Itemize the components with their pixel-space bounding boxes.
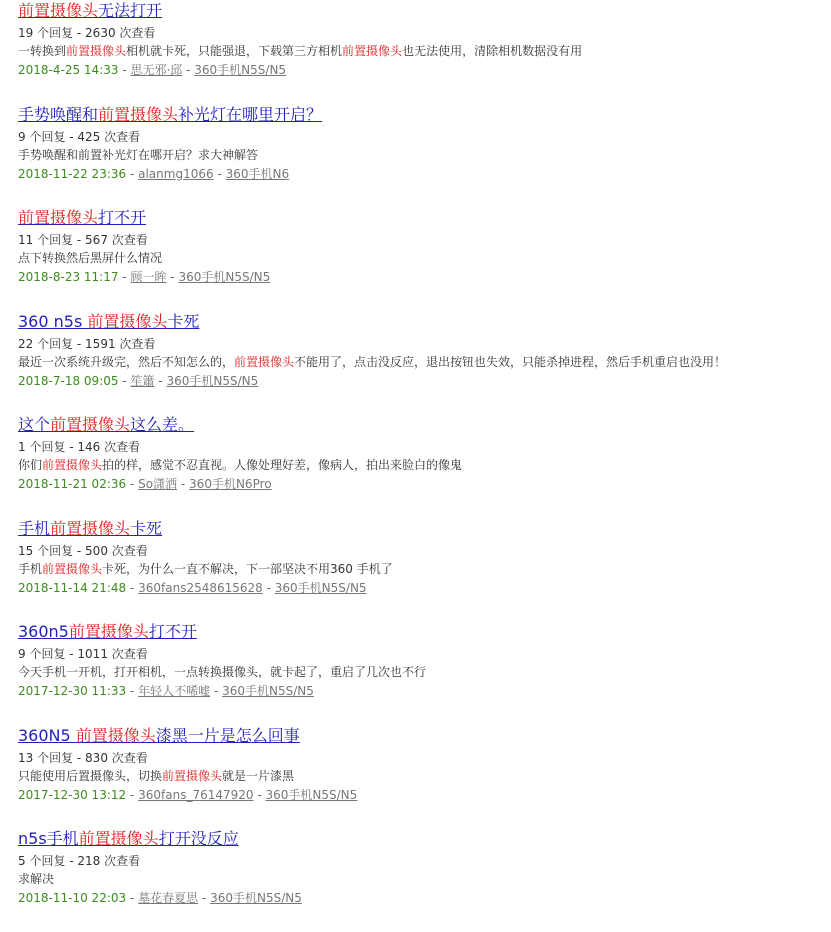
title-text: 卡死	[130, 518, 163, 538]
meta-separator: -	[126, 684, 139, 698]
result-title-link[interactable]	[18, 828, 818, 850]
post-date: 2018-11-14 21:48	[18, 580, 127, 595]
post-date: 2017-12-30 13:12	[18, 787, 127, 802]
result-meta	[18, 474, 818, 494]
title-highlight-text: 前置摄像头	[87, 311, 168, 331]
result-meta	[18, 60, 818, 80]
author-link[interactable]: 笙簫	[130, 373, 155, 388]
meta-separator: -	[126, 477, 139, 491]
title-text: 360N5	[18, 725, 76, 745]
result-snippet	[18, 767, 818, 785]
search-result-item	[18, 621, 818, 725]
title-highlight-text: 前置摄像头	[75, 725, 156, 745]
result-snippet	[18, 456, 818, 474]
forum-link[interactable]: 360手机N6	[225, 166, 290, 181]
author-link[interactable]: So潇洒	[138, 477, 178, 491]
result-stats: 13 个回复 - 830 次查看	[18, 750, 148, 765]
meta-separator: -	[118, 270, 131, 284]
meta-separator: -	[166, 270, 179, 284]
snippet-text: 只能使用后置摄像头，切换	[18, 768, 163, 783]
title-highlight-text: 前置摄像头	[78, 829, 159, 848]
forum-link[interactable]: 360手机N6Pro	[189, 477, 272, 491]
search-result-item	[18, 0, 818, 104]
author-link[interactable]: alanmg1066	[138, 166, 214, 181]
post-date: 2018-8-23 11:17	[18, 270, 119, 284]
title-text: 手势唤醒和	[18, 104, 99, 124]
result-title-link[interactable]	[18, 621, 818, 643]
post-date: 2018-11-10 22:03	[18, 891, 127, 905]
result-stats: 9 个回复 - 425 次查看	[18, 129, 141, 144]
result-snippet	[18, 560, 818, 578]
result-stats: 5 个回复 - 218 次查看	[18, 854, 141, 868]
search-results-list	[18, 0, 818, 932]
result-snippet	[18, 42, 818, 60]
result-snippet	[18, 663, 818, 681]
meta-separator: -	[253, 787, 266, 802]
meta-separator: -	[182, 63, 195, 77]
search-result-item	[18, 207, 818, 311]
post-date: 2018-11-22 23:36	[18, 166, 127, 181]
forum-link[interactable]: 360手机N5S/N5	[178, 270, 271, 284]
title-highlight-text: 前置摄像头	[50, 518, 131, 538]
author-link[interactable]: 顾一眸	[130, 270, 167, 284]
result-meta	[18, 888, 818, 908]
author-link[interactable]: 思无邪·邱	[130, 63, 183, 77]
meta-separator: -	[198, 891, 211, 905]
result-title-link[interactable]	[18, 207, 818, 229]
result-title-link[interactable]	[18, 414, 818, 436]
meta-separator: -	[126, 166, 139, 181]
title-text: 这么差。	[130, 415, 195, 434]
meta-separator: -	[118, 373, 131, 388]
snippet-text: 也无法使用，清除相机数据没有用	[402, 44, 583, 58]
result-stats: 1 个回复 - 146 次查看	[18, 440, 141, 454]
meta-separator: -	[126, 580, 139, 595]
result-title-link[interactable]	[18, 104, 818, 126]
result-title-link[interactable]	[18, 0, 818, 22]
forum-link[interactable]: 360手机N5S/N5	[222, 684, 314, 698]
forum-link[interactable]: 360手机N5S/N5	[166, 373, 259, 388]
search-result-item	[18, 518, 818, 622]
snippet-text: 就是一片漆黑	[222, 768, 295, 783]
title-text: 打不开	[148, 622, 197, 641]
result-stats: 22 个回复 - 1591 次查看	[18, 336, 156, 351]
title-highlight-text: 前置摄像头	[18, 208, 99, 227]
title-text: 补光灯在哪里开启？	[178, 104, 323, 124]
result-meta	[18, 164, 818, 184]
author-link[interactable]: 360fans2548615628	[138, 580, 263, 595]
snippet-highlight-text: 前置摄像头	[42, 561, 103, 576]
result-meta	[18, 371, 818, 391]
result-title-link[interactable]	[18, 518, 818, 540]
result-stats: 11 个回复 - 567 次查看	[18, 233, 148, 247]
result-meta	[18, 681, 818, 701]
snippet-highlight-text: 前置摄像头	[42, 458, 103, 472]
snippet-highlight-text: 前置摄像头	[342, 44, 403, 58]
snippet-text: 卡死，为什么一直不解决，下一部坚决不用360 手机了	[102, 561, 393, 576]
title-text: n5s手机	[18, 829, 79, 848]
title-text: 360n5	[18, 622, 69, 641]
snippet-text: 你们	[18, 458, 43, 472]
title-text: 手机	[18, 518, 51, 538]
result-snippet	[18, 353, 818, 371]
result-stats: 19 个回复 - 2630 次查看	[18, 26, 156, 40]
result-stats: 15 个回复 - 500 次查看	[18, 543, 148, 558]
snippet-text: 最近一次系统升级完，然后不知怎么的，	[18, 354, 235, 369]
snippet-highlight-text: 前置摄像头	[66, 44, 127, 58]
meta-separator: -	[210, 684, 223, 698]
title-text: 这个	[18, 415, 51, 434]
post-date: 2018-4-25 14:33	[18, 63, 119, 77]
forum-link[interactable]: 360手机N5S/N5	[210, 891, 302, 905]
search-result-item	[18, 414, 818, 518]
search-result-item	[18, 828, 818, 932]
meta-separator: -	[213, 166, 226, 181]
meta-separator: -	[126, 787, 139, 802]
snippet-text: 点下转换然后黑屏什么情况	[18, 251, 163, 265]
title-text: 打开没反应	[158, 829, 239, 848]
title-text: 打不开	[98, 208, 147, 227]
title-text: 360 n5s	[18, 311, 88, 331]
result-snippet	[18, 249, 818, 267]
result-meta	[18, 267, 818, 287]
title-highlight-text: 前置摄像头	[50, 415, 131, 434]
forum-link[interactable]: 360手机N5S/N5	[274, 580, 367, 595]
result-meta	[18, 785, 818, 805]
forum-link[interactable]: 360手机N5S/N5	[194, 63, 287, 77]
author-link[interactable]: 360fans_76147920	[138, 787, 254, 802]
snippet-text: 拍的样，感觉不忍直视。人像处理好差，像病人，拍出来脸白的像鬼	[102, 458, 463, 472]
author-link[interactable]: 墓花春夏思	[138, 891, 199, 905]
search-result-item	[18, 311, 818, 415]
title-highlight-text: 前置摄像头	[18, 1, 99, 20]
snippet-highlight-text: 前置摄像头	[234, 354, 295, 369]
post-date: 2017-12-30 11:33	[18, 684, 127, 698]
title-text: 卡死	[167, 311, 200, 331]
meta-separator: -	[118, 63, 131, 77]
result-snippet	[18, 146, 818, 164]
title-highlight-text: 前置摄像头	[98, 104, 179, 124]
author-link[interactable]: 年轻人不唏嘘	[138, 684, 211, 698]
post-date: 2018-7-18 09:05	[18, 373, 119, 388]
meta-separator: -	[262, 580, 275, 595]
result-title-link[interactable]	[18, 725, 818, 747]
meta-separator: -	[126, 891, 139, 905]
snippet-text: 今天手机一开机，打开相机，一点转换摄像头，就卡起了，重启了几次也不行	[18, 665, 427, 679]
snippet-text: 不能用了，点击没反应，退出按钮也失效，只能杀掉进程，然后手机重启也没用！	[294, 354, 727, 369]
snippet-text: 手机	[18, 561, 43, 576]
snippet-text: 相机就卡死，只能强退，下载第三方相机	[126, 44, 343, 58]
snippet-highlight-text: 前置摄像头	[162, 768, 223, 783]
title-highlight-text: 前置摄像头	[68, 622, 149, 641]
result-title-link[interactable]	[18, 311, 818, 333]
snippet-text: 求解决	[18, 872, 55, 886]
post-date: 2018-11-21 02:36	[18, 477, 127, 491]
result-meta	[18, 578, 818, 598]
snippet-text: 一转换到	[18, 44, 67, 58]
search-result-item	[18, 725, 818, 829]
snippet-text: 手势唤醒和前置补光灯在哪开启？求大神解答	[18, 147, 259, 162]
result-snippet	[18, 870, 818, 888]
result-stats: 9 个回复 - 1011 次查看	[18, 647, 148, 661]
meta-separator: -	[177, 477, 190, 491]
meta-separator: -	[154, 373, 167, 388]
forum-link[interactable]: 360手机N5S/N5	[265, 787, 358, 802]
title-text: 漆黑一片是怎么回事	[155, 725, 300, 745]
search-result-item	[18, 104, 818, 208]
title-text: 无法打开	[98, 1, 163, 20]
